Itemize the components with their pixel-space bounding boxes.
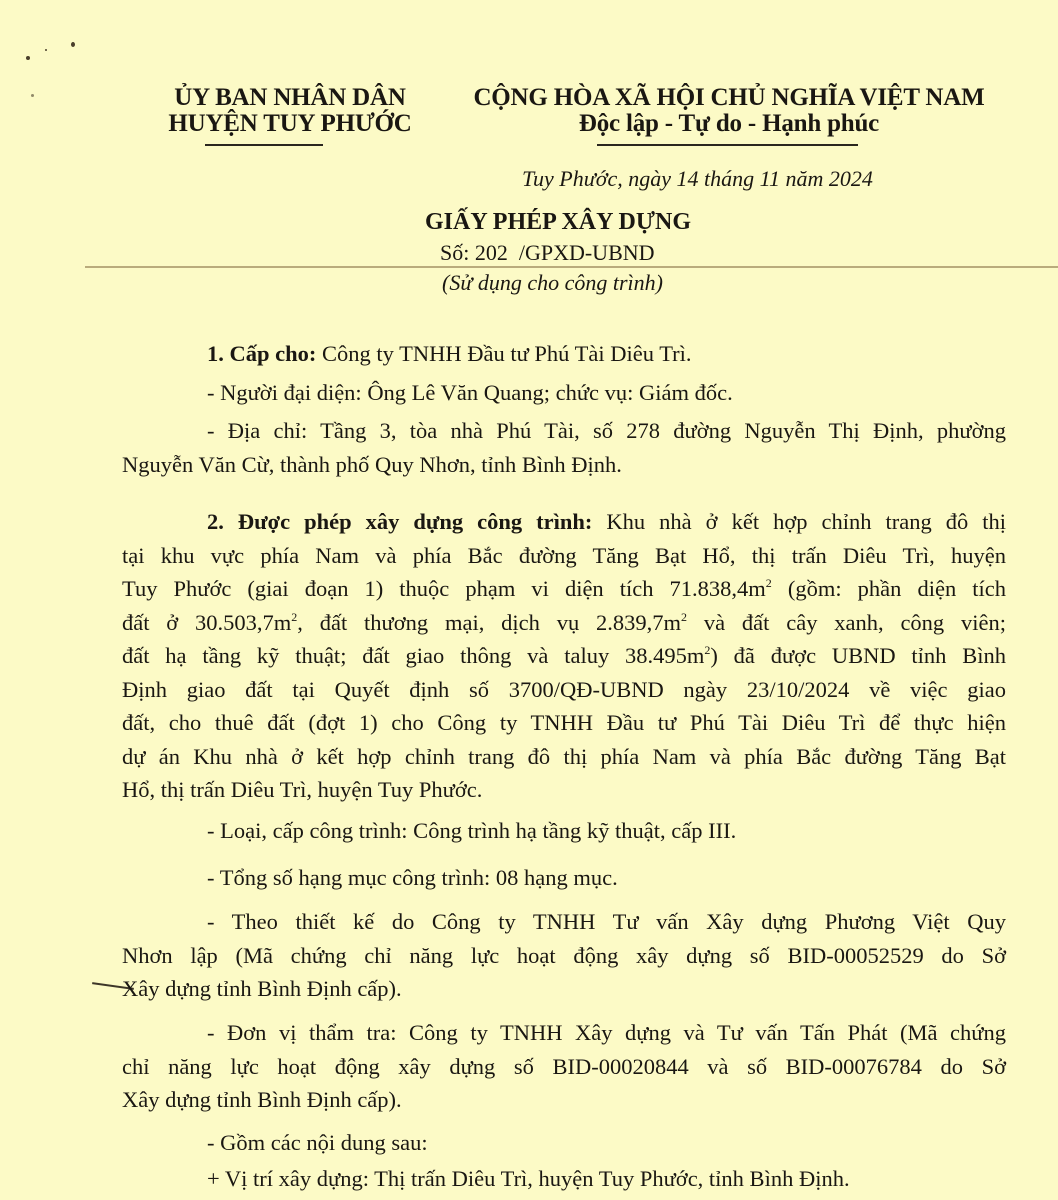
appraisal-line-2: chỉ năng lực hoạt động xây dựng số BID-00020844 và số BID-00076784 do Sở xyxy=(122,1053,1006,1079)
section-2 xyxy=(122,505,1006,807)
permit-line-6: Định giao đất tại Quyết định số 3700/QĐ-UBND ngày 23/10/2024 về việc giao xyxy=(122,676,1006,702)
design-line-1: - Theo thiết kế do Công ty TNHH Tư vấn Xây dựng Phương Việt Quy xyxy=(207,909,1006,934)
permit-line-4: đất ở $30.503,7m^2$, đất thương mại, dịch vụ $2.839,7m^2$ và đất cây xanh, công viên; xyxy=(122,609,1006,635)
nation-heading xyxy=(455,84,1003,138)
nation-line-1: CỘNG HÒA XÃ HỘI CHỦ NGHĨA VIỆT NAM xyxy=(473,84,985,111)
permit-line-5: đất hạ tầng kỹ thuật; đất giao thông và taluy $38.495m^2$) đã được UBND tỉnh Bình xyxy=(122,643,1006,668)
address-line-1: - Địa chỉ: Tầng 3, tòa nhà Phú Tài, số 278 đường Nguyễn Thị Định, phường xyxy=(207,418,1006,443)
permit-line-3: Tuy Phước (giai đoạn 1) thuộc phạm vi diện tích $71.838,4m^2$ (gồm: phần diện tích xyxy=(122,576,1006,601)
work-type-grade: - Loại, cấp công trình: Công trình hạ tầng kỹ thuật, cấp III. xyxy=(207,818,737,843)
design-line-3: Xây dựng tỉnh Bình Định cấp). xyxy=(122,976,402,1001)
divider-line xyxy=(85,266,1058,268)
nation-motto: Độc lập - Tự do - Hạnh phúc xyxy=(578,110,880,137)
motto-underline xyxy=(597,144,858,146)
scan-speck xyxy=(26,56,30,60)
work-details xyxy=(122,814,1006,894)
design-line-2: Nhơn lập (Mã chứng chỉ năng lực hoạt động xây dựng số BID-00052529 do Sở xyxy=(122,942,1006,968)
permit-line-7: đất, cho thuê đất (đợt 1) cho Công ty TNHH Đầu tư Phú Tài Diêu Trì để thực hiện xyxy=(122,710,1006,735)
permit-contents xyxy=(122,1126,1006,1195)
authority-line-2: HUYỆN TUY PHƯỚC xyxy=(168,110,412,137)
section-1-grantee: 1. Cấp cho: Công ty TNHH Đầu tư Phú Tài Diêu Trì. xyxy=(207,341,692,366)
address-line-2: Nguyễn Văn Cừ, thành phố Quy Nhơn, tỉnh Bình Định. xyxy=(122,451,622,477)
document-usage: (Sử dụng cho công trình) xyxy=(442,270,663,295)
authority-line-1: ỦY BAN NHÂN DÂN xyxy=(174,84,406,111)
appraisal-line-1: - Đơn vị thẩm tra: Công ty TNHH Xây dựng và Tư vấn Tấn Phát (Mã chứng xyxy=(207,1020,1006,1045)
scan-speck xyxy=(45,49,47,51)
permit-line-9: Hổ, thị trấn Diêu Trì, huyện Tuy Phước. xyxy=(122,777,483,802)
design-consultant xyxy=(122,905,1006,1006)
authority-name xyxy=(160,84,420,138)
authority-underline xyxy=(205,144,323,146)
section-1 xyxy=(122,337,1006,481)
scan-speck xyxy=(31,94,34,97)
construction-location: + Vị trí xây dựng: Thị trấn Diêu Trì, huyện Tuy Phước, tỉnh Bình Định. xyxy=(207,1165,850,1191)
appraisal-unit xyxy=(122,1016,1006,1117)
scan-speck xyxy=(71,42,75,47)
permit-line-2: tại khu vực phía Nam và phía Bắc đường Tăng Bạt Hổ, thị trấn Diêu Trì, huyện xyxy=(122,542,1006,568)
date-line: Tuy Phước, ngày 14 tháng 11 năm 2024 xyxy=(522,166,873,191)
document-title: GIẤY PHÉP XÂY DỰNG xyxy=(425,209,691,235)
document-number: Số: 202 /GPXD-UBND xyxy=(440,240,655,265)
appraisal-line-3: Xây dựng tỉnh Bình Định cấp). xyxy=(122,1087,402,1112)
contents-intro: - Gồm các nội dung sau: xyxy=(207,1130,428,1155)
total-work-items: - Tổng số hạng mục công trình: 08 hạng mục. xyxy=(207,864,618,890)
representative: - Người đại diện: Ông Lê Văn Quang; chức vụ: Giám đốc. xyxy=(207,379,733,405)
permit-line-8: dự án Khu nhà ở kết hợp chỉnh trang đô thị phía Nam và phía Bắc đường Tăng Bạt xyxy=(122,743,1006,769)
permit-line-1: 2. Được phép xây dựng công trình: Khu nhà ở kết hợp chỉnh trang đô thị xyxy=(207,509,1006,534)
